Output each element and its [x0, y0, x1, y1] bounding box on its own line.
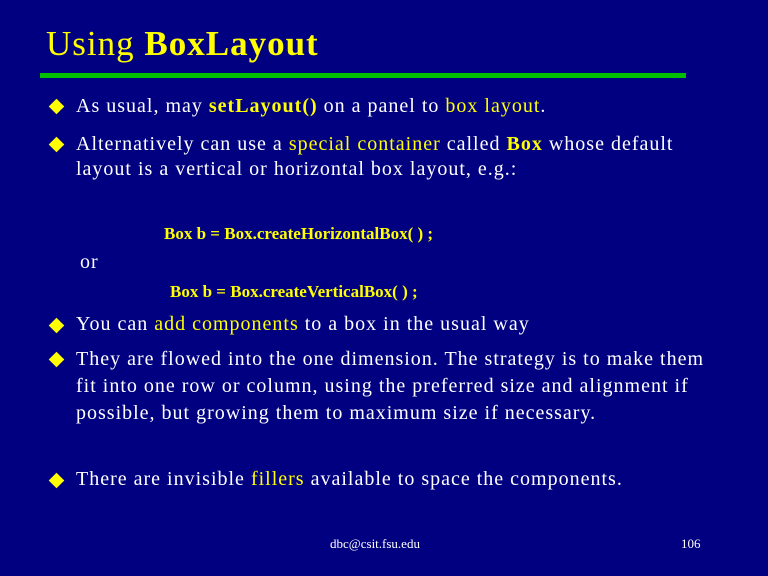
- or-text: or: [80, 251, 99, 273]
- bullet-2-text: Alternatively can use a special container called Box whose default layout is a vertical or horizontal box layout, e.g.:: [76, 133, 674, 180]
- title-normal: Using: [46, 24, 135, 63]
- title-bold: BoxLayout: [144, 24, 319, 63]
- code-vertical-box: Box b = Box.createVerticalBox( ) ;: [170, 282, 418, 301]
- bullet-3-text: You can add components to a box in the usual way: [76, 313, 530, 335]
- bullet-5-text: There are invisible fillers available to space the components.: [76, 468, 623, 490]
- diamond-bullet-icon: [49, 473, 65, 489]
- bullet-1-text: As usual, may setLayout() on a panel to box layout.: [76, 95, 547, 117]
- title-underline-rule: [40, 73, 686, 78]
- bullet-4-text: They are flowed into the one dimension. The strategy is to make them fit into one row or column, using the preferred size and alignment if possible, but growing them to maximum size if necessary.: [76, 348, 705, 424]
- code-horizontal-box: Box b = Box.createHorizontalBox( ) ;: [164, 224, 434, 243]
- footer-email: dbc@csit.fsu.edu: [330, 536, 420, 551]
- diamond-bullet-icon: [49, 352, 65, 368]
- slide-title: [46, 24, 319, 64]
- diamond-bullet-icon: [49, 318, 65, 334]
- diamond-bullet-icon: [49, 99, 65, 115]
- diamond-bullet-icon: [49, 137, 65, 153]
- page-number: 106: [681, 536, 701, 551]
